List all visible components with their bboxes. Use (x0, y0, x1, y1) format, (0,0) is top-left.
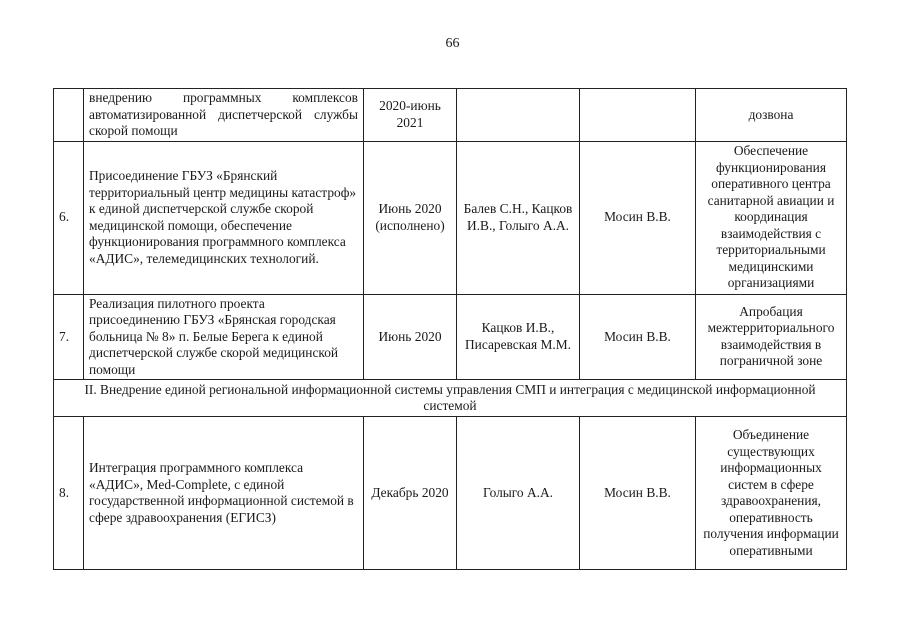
term-cell: Июнь 2020 (364, 294, 457, 380)
result-cell: Объединение существующих информационных систем в сфере здравоохранения, оперативность получения информации оперативными (696, 417, 847, 570)
result-cell: Обеспечение функционирования оперативного центра санитарной авиации и координация взаимодействия с территориальными медицинскими организациями (696, 141, 847, 294)
responsible-cell (457, 89, 580, 142)
event-cell: Реализация пилотного проекта присоединению ГБУЗ «Брянская городская больница № 8» п. Белые Берега к единой диспетчерской службе скорой медицинской помощи (84, 294, 364, 380)
term-cell: Июнь 2020 (исполнено) (364, 141, 457, 294)
row-number-cell (54, 89, 84, 142)
term-cell: Декабрь 2020 (364, 417, 457, 570)
curator-cell: Мосин В.В. (580, 417, 696, 570)
section-heading: II. Внедрение единой региональной информационной системы управления СМП и интеграция с медицинской информационной системой (54, 380, 847, 417)
table-row (54, 417, 847, 570)
action-plan-table (53, 88, 847, 570)
event-cell: внедрению программных комплексов автоматизированной диспетчерской службы скорой помощи (84, 89, 364, 142)
table-row (54, 141, 847, 294)
result-cell: Апробация межтерриториального взаимодействия в пограничной зоне (696, 294, 847, 380)
table-row (54, 89, 847, 142)
responsible-cell: Балев С.Н., Кацков И.В., Голыго А.А. (457, 141, 580, 294)
curator-cell: Мосин В.В. (580, 294, 696, 380)
curator-cell (580, 89, 696, 142)
row-number-cell: 6. (54, 141, 84, 294)
responsible-cell: Кацков И.В., Писаревская М.М. (457, 294, 580, 380)
responsible-cell: Голыго А.А. (457, 417, 580, 570)
section-row (54, 380, 847, 417)
curator-cell: Мосин В.В. (580, 141, 696, 294)
row-number-cell: 7. (54, 294, 84, 380)
table-row (54, 294, 847, 380)
event-cell: Присоединение ГБУЗ «Брянский территориальный центр медицины катастроф» к единой диспетчерской службе скорой медицинской помощи, обеспечение функционирования программного комплекса «АДИС», телемедицинских технологий. (84, 141, 364, 294)
event-cell: Интеграция программного комплекса «АДИС», Med-Complete, с единой государственной информационной системой в сфере здравоохранения (ЕГИСЗ) (84, 417, 364, 570)
page-number: 66 (445, 36, 460, 51)
result-cell: дозвона (696, 89, 847, 142)
row-number-cell: 8. (54, 417, 84, 570)
term-cell: 2020-июнь 2021 (364, 89, 457, 142)
